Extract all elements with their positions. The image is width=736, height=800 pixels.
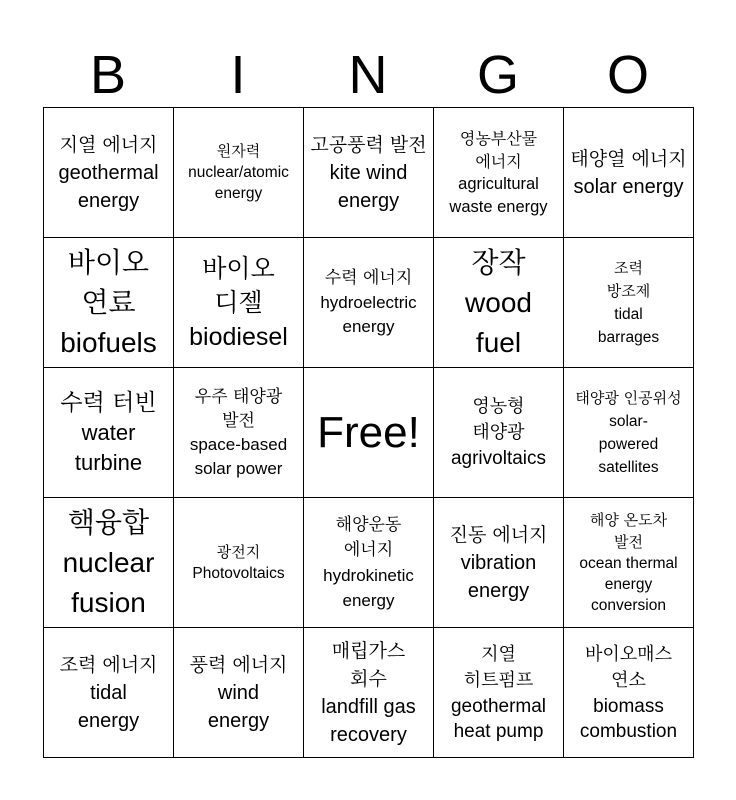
- bingo-cell-r0c1[interactable]: [174, 108, 304, 238]
- cell-korean-text: 태양광 인공위성: [575, 388, 682, 407]
- cell-english-text: nuclear fusion: [62, 546, 155, 618]
- header-letter-n: N: [348, 45, 388, 105]
- cell-english-text: wood fuel: [465, 286, 532, 358]
- cell-korean-text: 조력 에너지: [59, 653, 158, 676]
- cell-english-text: tidal energy: [77, 681, 140, 732]
- bingo-cell-r3c0[interactable]: [44, 498, 174, 628]
- cell-korean-text: 지열 에너지: [59, 133, 158, 156]
- cell-korean-text: 해양운동 에너지: [335, 514, 402, 560]
- cell-english-text: water turbine: [74, 419, 143, 475]
- bingo-cell-r2c4[interactable]: [564, 368, 694, 498]
- cell-korean-text: 광전지: [216, 542, 261, 561]
- header-letter-b: B: [89, 45, 127, 105]
- bingo-header: [43, 44, 693, 106]
- cell-english-text: space-based solar power: [189, 434, 288, 478]
- free-space-label: Free!: [317, 407, 420, 457]
- bingo-cell-r4c4[interactable]: [564, 628, 694, 758]
- cell-english-text: geothermal heat pump: [450, 695, 547, 742]
- bingo-cell-r0c0[interactable]: [44, 108, 174, 238]
- bingo-cell-r2c3[interactable]: [434, 368, 564, 498]
- bingo-cell-r0c3[interactable]: [434, 108, 564, 238]
- cell-english-text: wind energy: [207, 681, 270, 732]
- cell-english-text: solar energy: [573, 175, 684, 198]
- header-letter-g: G: [476, 45, 519, 105]
- board-row: [44, 628, 694, 758]
- bingo-cell-r3c2[interactable]: [304, 498, 434, 628]
- cell-english-text: hydroelectric energy: [320, 293, 417, 336]
- cell-korean-text: 풍력 에너지: [189, 653, 288, 676]
- header-letter-i: I: [230, 45, 246, 105]
- cell-english-text: vibration energy: [460, 551, 537, 602]
- bingo-cell-r4c3[interactable]: [434, 628, 564, 758]
- cell-english-text: landfill gas recovery: [321, 695, 416, 746]
- cell-english-text: ocean thermal energy conversion: [579, 555, 678, 614]
- bingo-cell-r4c0[interactable]: [44, 628, 174, 758]
- cell-english-text: biofuels: [60, 326, 157, 358]
- cell-korean-text: 영농형 태양광: [472, 396, 525, 443]
- cell-korean-text: 영농부산물 에너지: [459, 128, 538, 171]
- bingo-cell-r2c0[interactable]: [44, 368, 174, 498]
- cell-korean-text: 원자력: [216, 142, 261, 160]
- cell-english-text: solar-powered satellites: [598, 412, 659, 476]
- cell-korean-text: 바이오 디젤: [202, 253, 275, 317]
- cell-korean-text: 매립가스 회수: [331, 639, 406, 690]
- cell-korean-text: 고공풍력 발전: [310, 133, 427, 156]
- bingo-cell-r0c4[interactable]: [564, 108, 694, 238]
- bingo-cell-r4c2[interactable]: [304, 628, 434, 758]
- cell-korean-text: 바이오 연료: [67, 245, 150, 319]
- cell-english-text: hydrokinetic energy: [323, 565, 414, 610]
- bingo-cell-r1c0[interactable]: [44, 238, 174, 368]
- header-letter-o: O: [606, 45, 649, 105]
- cell-english-text: biomass combustion: [579, 695, 678, 742]
- cell-korean-text: 핵융합: [67, 505, 150, 539]
- cell-english-text: agrivoltaics: [450, 448, 547, 469]
- cell-korean-text: 수력 터빈: [60, 389, 157, 416]
- bingo-cell-free[interactable]: [304, 368, 434, 498]
- bingo-board: [43, 107, 694, 758]
- cell-korean-text: 해양 온도차 발전: [589, 511, 668, 551]
- bingo-cell-r3c3[interactable]: [434, 498, 564, 628]
- bingo-cell-r1c3[interactable]: [434, 238, 564, 368]
- cell-korean-text: 조력 방조제: [606, 258, 651, 300]
- cell-korean-text: 지열 히트펌프: [463, 643, 534, 691]
- cell-english-text: tidal barrages: [597, 305, 660, 346]
- bingo-cell-r3c1[interactable]: [174, 498, 304, 628]
- board-row: [44, 108, 694, 238]
- cell-english-text: Photovoltaics: [192, 564, 285, 582]
- bingo-cell-r0c2[interactable]: [304, 108, 434, 238]
- cell-korean-text: 수력 에너지: [324, 268, 413, 288]
- cell-english-text: nuclear/atomic energy: [188, 164, 289, 202]
- bingo-cell-r4c1[interactable]: [174, 628, 304, 758]
- cell-korean-text: 태양열 에너지: [570, 147, 687, 170]
- bingo-cell-r2c1[interactable]: [174, 368, 304, 498]
- board-row: [44, 498, 694, 628]
- cell-korean-text: 바이오매스 연소: [585, 643, 672, 691]
- bingo-cell-r1c4[interactable]: [564, 238, 694, 368]
- cell-english-text: geothermal energy: [58, 161, 159, 212]
- bingo-cell-r1c2[interactable]: [304, 238, 434, 368]
- board-row: [44, 238, 694, 368]
- cell-english-text: agricultural waste energy: [449, 174, 548, 216]
- cell-korean-text: 장작: [471, 245, 526, 279]
- board-row: [44, 368, 694, 498]
- cell-english-text: biodiesel: [189, 322, 288, 351]
- cell-korean-text: 진동 에너지: [449, 523, 548, 546]
- bingo-cell-r1c1[interactable]: [174, 238, 304, 368]
- bingo-cell-r3c4[interactable]: [564, 498, 694, 628]
- cell-english-text: kite wind energy: [329, 161, 408, 212]
- cell-korean-text: 우주 태양광 발전: [194, 386, 283, 431]
